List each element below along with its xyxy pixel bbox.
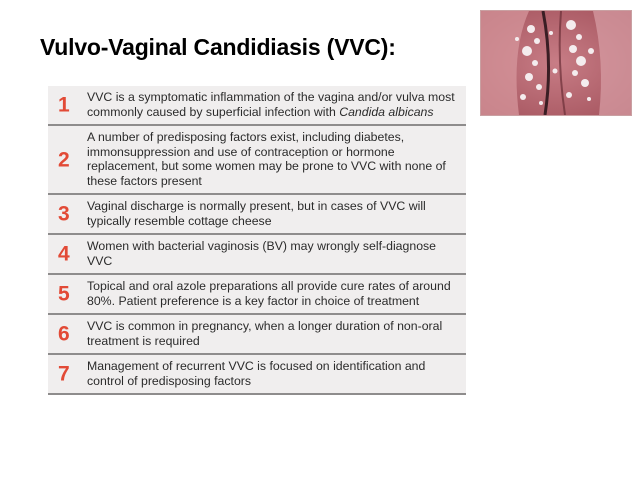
slide-title: Vulvo-Vaginal Candidiasis (VVC):: [40, 34, 396, 60]
fact-list: [48, 86, 466, 395]
list-item: [48, 315, 466, 355]
list-item: [48, 126, 466, 195]
clinical-photo-graphic: [481, 11, 631, 115]
list-item: [48, 86, 466, 126]
item-text: Topical and oral azole preparations all provide cure rates of around 80%. Patient preference is a key factor in choice of treatment: [87, 279, 451, 308]
item-text: A number of predisposing factors exist, including diabetes, immonsuppression and use of contraception or hormone replacement, but some women may be prone to VVC with none of these factors present: [87, 130, 446, 188]
item-text: Vaginal discharge is normally present, but in cases of VVC will typically resemble cottage cheese: [87, 199, 426, 228]
list-item: [48, 195, 466, 235]
clinical-photo: [480, 10, 632, 116]
list-item: [48, 355, 466, 395]
item-text: VVC is common in pregnancy, when a longer duration of non-oral treatment is required: [87, 319, 443, 348]
list-item: [48, 275, 466, 315]
item-text: Women with bacterial vaginosis (BV) may wrongly self-diagnose VVC: [87, 239, 437, 268]
list-item: [48, 235, 466, 275]
item-number: 4: [58, 242, 70, 266]
item-number: 6: [58, 322, 70, 346]
item-text: Management of recurrent VVC is focused on identification and control of predisposing factors: [87, 359, 426, 388]
item-text: [87, 90, 460, 119]
item-text-main: VVC is a symptomatic inflammation of the vagina and/or vulva most commonly caused by superficial infection with: [87, 90, 455, 119]
item-number: 1: [58, 93, 70, 117]
item-number: 3: [58, 202, 70, 226]
item-number: 2: [58, 148, 70, 171]
item-number: 5: [58, 282, 70, 306]
item-number: 7: [58, 362, 70, 386]
item-text-italic: Candida albicans: [339, 104, 434, 119]
